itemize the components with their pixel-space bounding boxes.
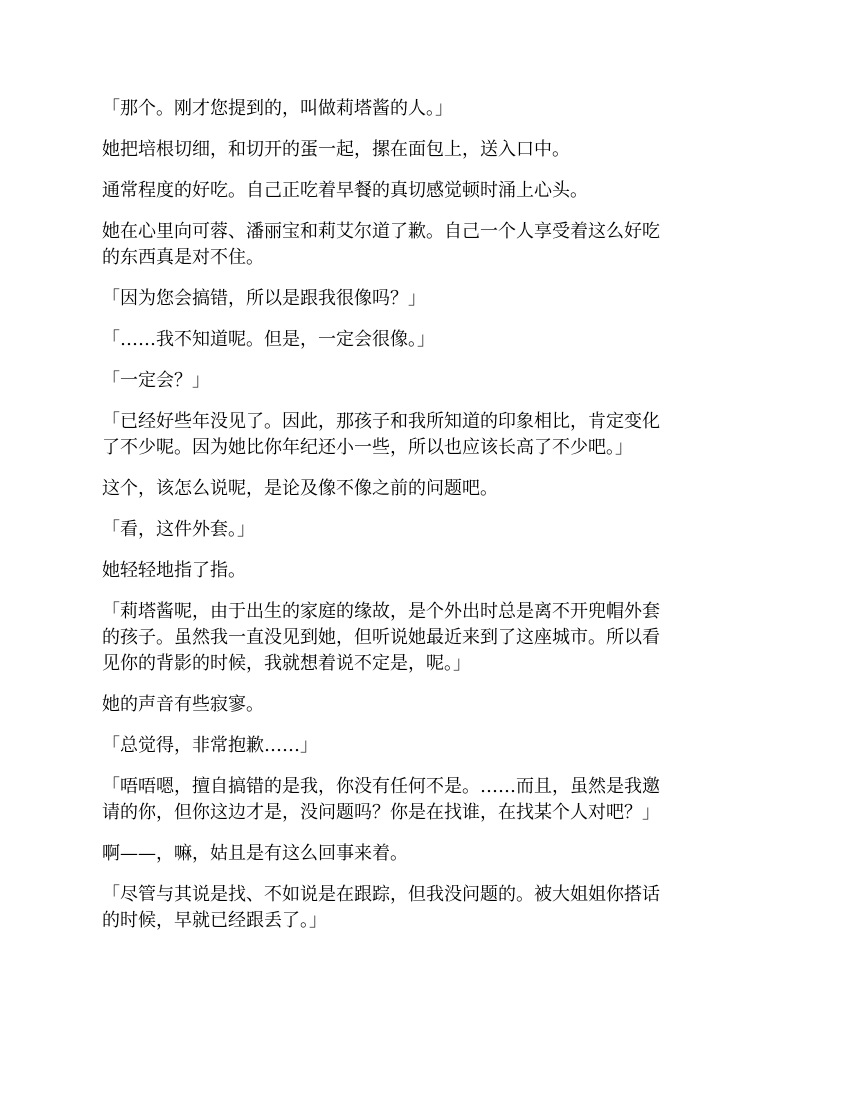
paragraph: 她的声音有些寂寥。 (102, 694, 264, 715)
paragraph: 这个，该怎么说呢，是论及像不像之前的问题吧。 (102, 478, 498, 499)
document-page (102, 96, 750, 949)
paragraph: 「一定会？」 (102, 370, 210, 391)
paragraph: 「莉塔酱呢，由于出生的家庭的缘故，是个外出时总是离不开兜帽外套 的孩子。虽然我一直没见到她，但听说她最近来到了这座城市。所以看 见你的背影的时候，我就想着说不定是，呢。」 (102, 601, 660, 674)
paragraph: 她在心里向可蓉、潘丽宝和莉艾尔道了歉。自己一个人享受着这么好吃 的东西真是对不住。 (102, 221, 660, 268)
paragraph: 「那个。刚才您提到的，叫做莉塔酱的人。」 (102, 98, 453, 119)
paragraph: 她把培根切细，和切开的蛋一起，摞在面包上，送入口中。 (102, 139, 570, 160)
paragraph: 她轻轻地指了指。 (102, 560, 246, 581)
paragraph: 通常程度的好吃。自己正吃着早餐的真切感觉顿时涌上心头。 (102, 180, 588, 201)
paragraph: 「……我不知道呢。但是，一定会很像。」 (102, 329, 435, 350)
paragraph: 「总觉得，非常抱歉……」 (102, 735, 318, 756)
paragraph: 「唔唔嗯，擅自搞错的是我，你没有任何不是。……而且，虽然是我邀 请的你，但你这边才是，没问题吗？你是在找谁，在找某个人对吧？」 (102, 776, 660, 823)
paragraph: 「看，这件外套。」 (102, 519, 255, 540)
paragraph: 啊——，嘛，姑且是有这么回事来着。 (102, 843, 408, 864)
paragraph: 「因为您会搞错，所以是跟我很像吗？」 (102, 288, 426, 309)
paragraph: 「尽管与其说是找、不如说是在跟踪，但我没问题的。被大姐姐你搭话 的时候，早就已经跟丢了。」 (102, 884, 660, 931)
paragraph: 「已经好些年没见了。因此，那孩子和我所知道的印象相比，肯定变化 了不少呢。因为她比你年纪还小一些，所以也应该长高了不少吧。」 (102, 411, 660, 458)
